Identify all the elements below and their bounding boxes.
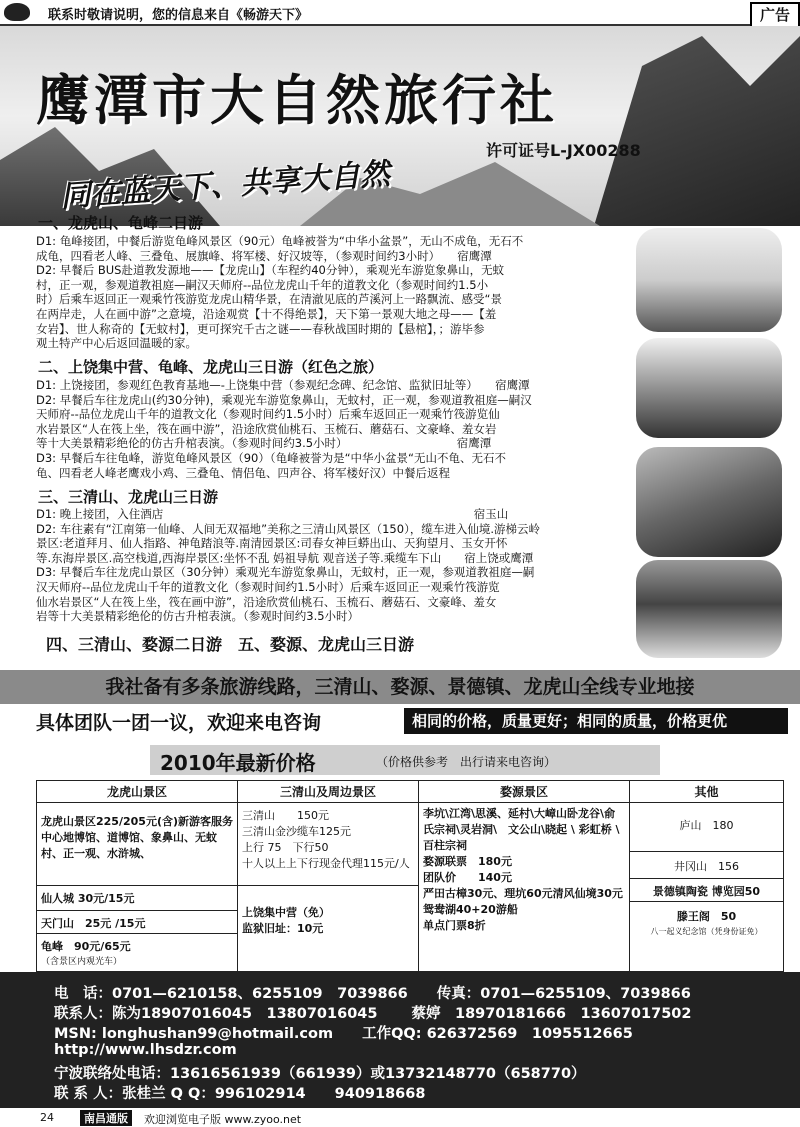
ad-label: 广告 [750, 2, 800, 28]
photo-guifeng [636, 228, 782, 332]
page-number: 24 [40, 1111, 54, 1124]
photo-bamboo-raft [636, 560, 782, 658]
column-header: 龙虎山景区 [37, 781, 238, 803]
table-cell: 上行 75 下行50 [242, 841, 329, 854]
itinerary-line: 观土特产中心后返回温暖的家。 [36, 336, 197, 351]
section-title: 三、三清山、龙虎山三日游 [38, 488, 219, 506]
itinerary-line: D1: 上饶接团，参观红色教育基地—-上饶集中营（参观纪念碑、纪念馆、监狱旧址等） 宿鹰潭 [36, 378, 530, 392]
mountain-image [570, 26, 800, 226]
itinerary-line: 成龟，四看老人峰、三叠龟、展旗峰、将军楼、好汉坡等，（参观时间约3小时） 宿鹰潭 [36, 248, 492, 263]
itinerary-line: D2: 早餐后 BUS赴道教发源地——【龙虎山】（车程约40分钟），乘观光车游览象鼻山，无蚊 [36, 263, 505, 278]
ningbo-office: 宁波联络处电话：13616561939（661939）或13732148770（658770） [54, 1066, 586, 1082]
table-cell: 鸳鸯湖40+20游船 [423, 903, 518, 916]
price-title: 2010年最新价格 [160, 751, 316, 775]
table-cell: 三清山金沙缆车125元 [242, 825, 351, 838]
photo-sanqingshan [636, 447, 782, 557]
services-banner: 我社备有多条旅游线路，三清山、婺源、景德镇、龙虎山全线专业地接 [0, 670, 800, 704]
column-header: 其他 [630, 781, 784, 803]
itinerary-line: D1: 晚上接团，入住酒店 宿玉山 [36, 507, 509, 521]
itinerary-line: 仙水岩景区“人在筏上坐，筏在画中游”，沿途欣赏仙桃石、玉梳石、蘑菇石、文豪峰、羞女 [36, 594, 497, 609]
itinerary-line: D3: 早餐后车往龟峰，游览龟峰风景区（90）（龟峰被誉为是“中华小盆景“无山不龟、无石不 [36, 450, 506, 465]
table-cell: 景德镇陶瓷 博览园50 [630, 879, 783, 902]
itinerary-line: 女岩】、世人称奇的【无蚊村】，更可探究千古之谜——春秋战国时期的【悬棺】，；游毕参 [36, 321, 485, 336]
section-title: 一、龙虎山、龟峰二日游 [38, 214, 204, 232]
table-cell: 井冈山 156 [630, 852, 783, 879]
itinerary-line: 汉天师府--品位龙虎山千年的道教文化（参观时间约1.5小时）后乘车返回正一观乘竹筏游览 [36, 579, 500, 594]
source-note: 联系时敬请说明，您的信息来自《畅游天下》 [48, 8, 309, 23]
footer-text: 欢迎浏览电子版 www.zyoo.net [144, 1113, 302, 1126]
price-quality-banner: 相同的价格，质量更好；相同的质量，价格更优 [404, 708, 788, 734]
msn-qq: MSN: longhushan99@hotmail.com 工作QQ: 626372569 1095512665 [54, 1026, 633, 1042]
itinerary-line: 水岩景区“人在筏上坐，筏在画中游”，沿途欣赏仙桃石、玉梳石、蘑菇石、文豪峰、羞女岩 [36, 421, 497, 436]
contact-people: 联系人：陈为18907016045 13807016045 蔡婷 18970181666 13607017502 [54, 1006, 692, 1022]
column-header: 婺源景区 [419, 781, 630, 803]
table-cell: 上饶集中营（免） [242, 906, 330, 919]
contact-people-2: 联 系 人：张桂兰 Q Q：996102914 940918668 [54, 1086, 426, 1102]
itinerary-line: 龟、四看老人峰老鹰戏小鸡、三叠龟、情侣龟、四声谷、将军楼好汉）中餐后返程 [36, 465, 450, 480]
section-title: 四、三清山、婺源二日游 五、婺源、龙虎山三日游 [46, 635, 415, 654]
itinerary-block [36, 234, 626, 351]
agency-title: 鹰潭市大自然旅行社 [36, 68, 558, 132]
table-cell: （含景区内观光车） [41, 957, 123, 967]
table-cell: 滕王阁 50 [676, 910, 737, 923]
itinerary-line: 等.东海岸景区.高空栈道,西海岸景区:坐怀不乱 妈祖导航 观音送子等.乘缆车下山 宿上饶或鹰潭 [36, 550, 534, 565]
itinerary-line: D3: 早餐后车往龙虎山景区（30分钟）乘观光车游览象鼻山，无蚊村，正一观，参观道教祖庭—嗣 [36, 565, 535, 580]
price-title-box [150, 745, 660, 775]
itinerary-line: 在两岸走，人在画中游”之意境，沿途观赏【十不得绝景】，天下第一景观大地之母——【羞 [36, 306, 497, 321]
itinerary-block [36, 378, 626, 480]
itinerary-line: 景区:老道拜月、仙人指路、神龟踏浪等.南清园景区:司春女神巨蟒出山、天狗望月、玉女开怀 [36, 536, 508, 551]
table-cell: 婺源联票 180元 [423, 855, 512, 868]
column-header: 三清山及周边景区 [238, 781, 419, 803]
itinerary-line: 天师府--品位龙虎山千年的道教文化（参观时间约1.5小时）后乘车返回正一观乘竹筏游览仙 [36, 407, 500, 422]
table-cell: 三清山 150元 [242, 809, 329, 822]
price-note: （价格供参考 出行请来电咨询） [376, 755, 557, 769]
table-cell: 八一起义纪念馆（凭身份证免） [650, 927, 763, 936]
table-cell: 百柱宗祠 [423, 839, 467, 852]
itinerary-line: 岩等十大美景精彩绝伦的仿古升棺表演。（参观时间约3.5小时） [36, 609, 360, 624]
itinerary-line: D1: 龟峰接团，中餐后游览龟峰风景区（90元）龟峰被誉为“中华小盆景”，无山不成龟，无石不 [36, 234, 524, 248]
table-cell: 龙虎山景区225/205元(含)新游客服务中心地博馆、道博馆、象鼻山、无蚊村、正一观、水浒城、 [37, 803, 237, 886]
footer [0, 1108, 800, 1127]
itinerary-line: 村，正一观，参观道教祖庭—嗣汉天师府--品位龙虎山千年的道教文化（参观时间约1.5小 [36, 277, 489, 292]
website: http://www.lhsdzr.com [54, 1042, 237, 1058]
table-cell: 十人以上上下行现金代理115元/人 [242, 857, 410, 870]
itinerary-line: 等十大美景精彩绝伦的仿古升棺表演。（参观时间约3.5小时） 宿鹰潭 [36, 436, 492, 451]
photo-longhushan [636, 338, 782, 438]
magazine-logo-icon [4, 3, 30, 21]
section-title: 二、上饶集中营、龟峰、龙虎山三日游（红色之旅） [38, 358, 384, 376]
table-cell: 龟峰 90元/65元 [41, 940, 131, 953]
price-table [36, 780, 784, 972]
contact-panel [0, 972, 800, 1108]
phone-fax: 电 话：0701—6210158、6255109 7039866 传真：0701—6255109、7039866 [54, 986, 691, 1002]
edition-badge: 南昌通版 [80, 1110, 132, 1126]
table-cell: 团队价 140元 [423, 871, 512, 884]
itinerary-line: 时）后乘车返回正一观乘竹筏游览龙虎山精华景，在清澈见底的芦溪河上一路飘流、感受“景 [36, 292, 502, 307]
license-number: 许可证号L-JX00288 [486, 141, 641, 160]
negotiate-banner: 具体团队一团一议，欢迎来电咨询 [36, 712, 322, 734]
table-cell: 严田古樟30元、理坑60元清风仙境30元 [423, 887, 623, 900]
slogan: 同在蓝天下、共享大自然 [59, 156, 392, 215]
table-cell: 单点门票8折 [423, 919, 486, 932]
table-cell: 仙人城 30元/15元 [37, 886, 237, 911]
top-bar [0, 0, 800, 26]
table-cell: 庐山 180 [630, 803, 783, 852]
table-cell: 天门山 25元 /15元 [37, 911, 237, 934]
itinerary-block [36, 507, 626, 624]
itinerary-line: D2: 车往素有“江南第一仙峰、人间无双福地”美称之三清山风景区（150），缆车进入仙境.游梯云岭 [36, 521, 540, 536]
itinerary-line: D2: 早餐后车往龙虎山(约30分钟)，乘观光车游览象鼻山，无蚊村，正一观，参观道教祖庭—嗣汉 [36, 392, 532, 407]
table-cell: 李坑\江湾\思溪、延村\大嶂山卧龙谷\俞氏宗祠\灵岩洞\ 文公山\晓起 \ 彩虹桥 \ [423, 807, 620, 836]
table-cell: 监狱旧址：10元 [242, 922, 324, 935]
